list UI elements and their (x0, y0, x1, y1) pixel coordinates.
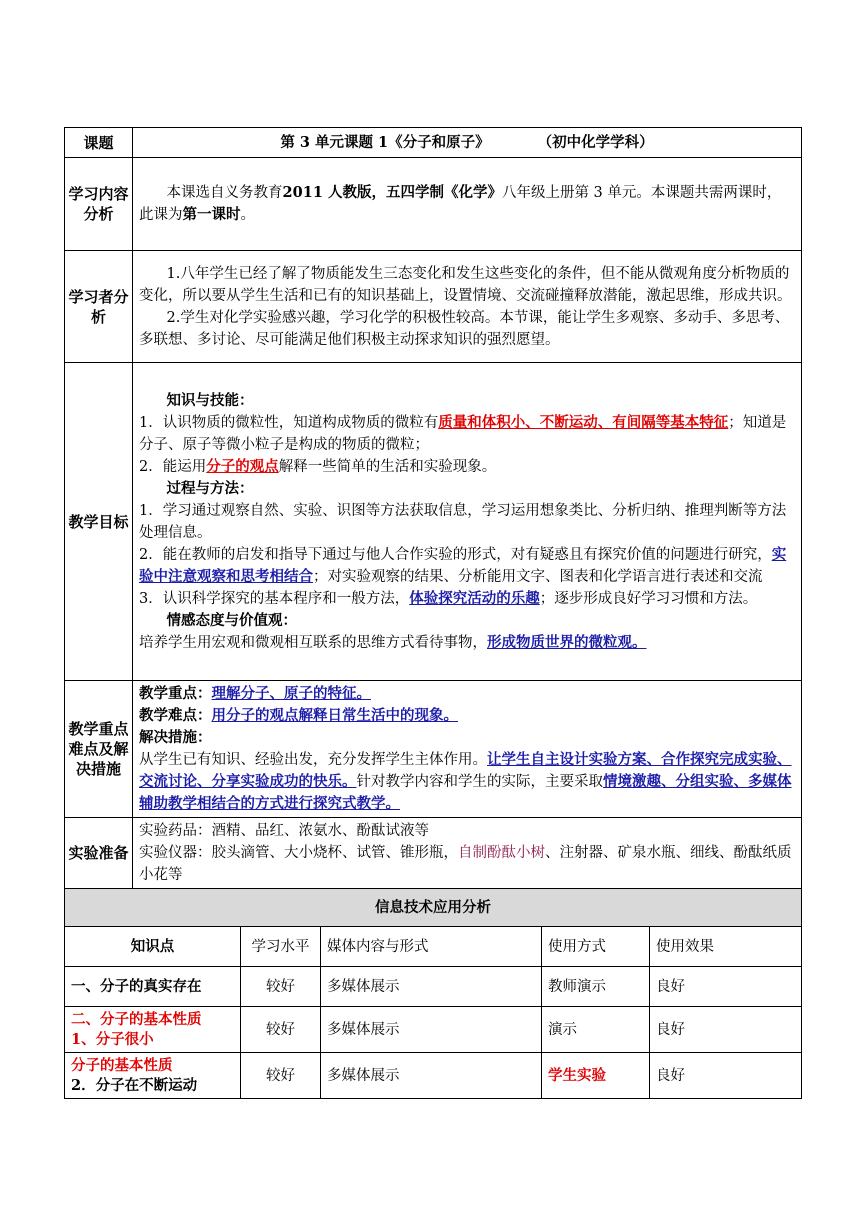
goal-attitude-1: 培养学生用宏观和微观相互联系的思维方式看待事物，形成物质世界的微粒观。 (139, 633, 647, 651)
row3-effect: 良好 (650, 1053, 802, 1099)
prep-reagents: 实验药品：酒精、品红、浓氨水、酚酞试液等 (139, 823, 429, 839)
lesson-title: 第 3 单元课题 1《分子和原子》 （初中化学学科） (133, 128, 802, 158)
measures-text: 从学生已有知识、经验出发，充分发挥学生主体作用。让学生自主设计实验方案、合作探究完成实验、交流讨论、分享实验成功的快乐。针对教学内容和学生的实际，主要采取情境激趣、分组实验、多媒体辅助教学相结合的方式进行探究式教学。 (139, 751, 792, 812)
measures-heading: 解决措施： (139, 729, 212, 746)
row2-media: 多媒体展示 (321, 1007, 542, 1053)
goals-heading-knowledge: 知识与技能： (166, 391, 254, 409)
row2-point: 二、分子的基本性质 1、分子很小 (65, 1007, 241, 1053)
topic-label: 课题 (65, 128, 133, 158)
goal-process-2: 2．能在教师的启发和指导下通过与他人合作实验的形式，对有疑惑且有探究价值的问题进行研究，实验中注意观察和思考相结合；对实验观察的结果、分析能用文字、图表和化学语言进行表述和交流 (139, 545, 787, 585)
goal-process-1: 1．学习通过观察自然、实验、识图等方法获取信息，学习运用想象类比、分析归纳、推理判断等方法处理信息。 (139, 502, 787, 541)
goal-knowledge-1: 1．认识物质的微粒性，知道构成物质的微粒有质量和体积小、不断运动、有间隔等基本特征；知道是分子、原子等微小粒子是构成的物质的微粒； (139, 413, 787, 453)
goal-knowledge-2: 2．能运用分子的观点解释一些简单的生活和实验现象。 (139, 457, 497, 475)
key-points-label: 教学重点难点及解决措施 (65, 681, 133, 818)
row1-effect: 良好 (650, 967, 802, 1007)
goals-label: 教学目标 (65, 363, 133, 681)
row3-media: 多媒体展示 (321, 1053, 542, 1099)
it-section-title: 信息技术应用分析 (65, 889, 802, 927)
col-header-media: 媒体内容与形式 (321, 927, 542, 967)
goals-heading-attitude: 情感态度与价值观： (166, 611, 298, 629)
row1-media: 多媒体展示 (321, 967, 542, 1007)
row2-effect: 良好 (650, 1007, 802, 1053)
table-row (65, 1053, 802, 1099)
goal-process-3: 3．认识科学探究的基本程序和一般方法，体验探究活动的乐趣；逐步形成良好学习习惯和方法。 (139, 589, 758, 607)
prep-instruments: 实验仪器：胶头滴管、大小烧杯、试管、锥形瓶，自制酚酞小树、注射器、矿泉水瓶、细线、酚酞纸质小花等 (139, 845, 792, 883)
col-header-point: 知识点 (65, 927, 241, 967)
row2-level: 较好 (241, 1007, 321, 1053)
learner-paragraph-2: 2.学生对化学实验感兴趣，学习化学的积极性较高。本节课，能让学生多观察、多动手、多思考、多联想、多讨论、尽可能满足他们积极主动探求知识的强烈愿望。 (139, 309, 790, 348)
row3-point: 分子的基本性质 2．分子在不断运动 (65, 1053, 241, 1099)
goals-heading-process: 过程与方法： (166, 479, 254, 497)
row1-usage: 教师演示 (542, 967, 650, 1007)
content-analysis-text: 本课选自义务教育2011 人教版，五四学制《化学》八年级上册第 3 单元。本课题共需两课时，此课为第一课时。 (133, 158, 802, 251)
key-points-text (133, 681, 802, 818)
col-header-usage: 使用方式 (542, 927, 650, 967)
teaching-difficulty: 教学难点：用分子的观点解释日常生活中的现象。 (139, 707, 458, 724)
col-header-effect: 使用效果 (650, 927, 802, 967)
row3-level: 较好 (241, 1053, 321, 1099)
learner-analysis-label: 学习者分析 (65, 251, 133, 363)
table-row (65, 1007, 802, 1053)
learner-paragraph-1: 1.八年学生已经了解了物质能发生三态变化和发生这些变化的条件，但不能从微观角度分析物质的变化，所以要从学生生活和已有的知识基础上，设置情境、交流碰撞释放潜能，激起思维，形成共识。 (139, 265, 792, 304)
table-row (65, 967, 802, 1007)
prep-label: 实验准备 (65, 818, 133, 889)
prep-text (133, 818, 802, 889)
row3-usage: 学生实验 (542, 1053, 650, 1099)
content-analysis-label: 学习内容分析 (65, 158, 133, 251)
row1-level: 较好 (241, 967, 321, 1007)
teaching-focus: 教学重点：理解分子、原子的特征。 (139, 685, 371, 702)
row2-usage: 演示 (542, 1007, 650, 1053)
col-header-level: 学习水平 (241, 927, 321, 967)
row1-point: 一、分子的真实存在 (65, 967, 241, 1007)
learner-analysis-text (133, 251, 802, 363)
goals-text (133, 363, 802, 681)
lesson-plan-table (64, 127, 802, 1099)
